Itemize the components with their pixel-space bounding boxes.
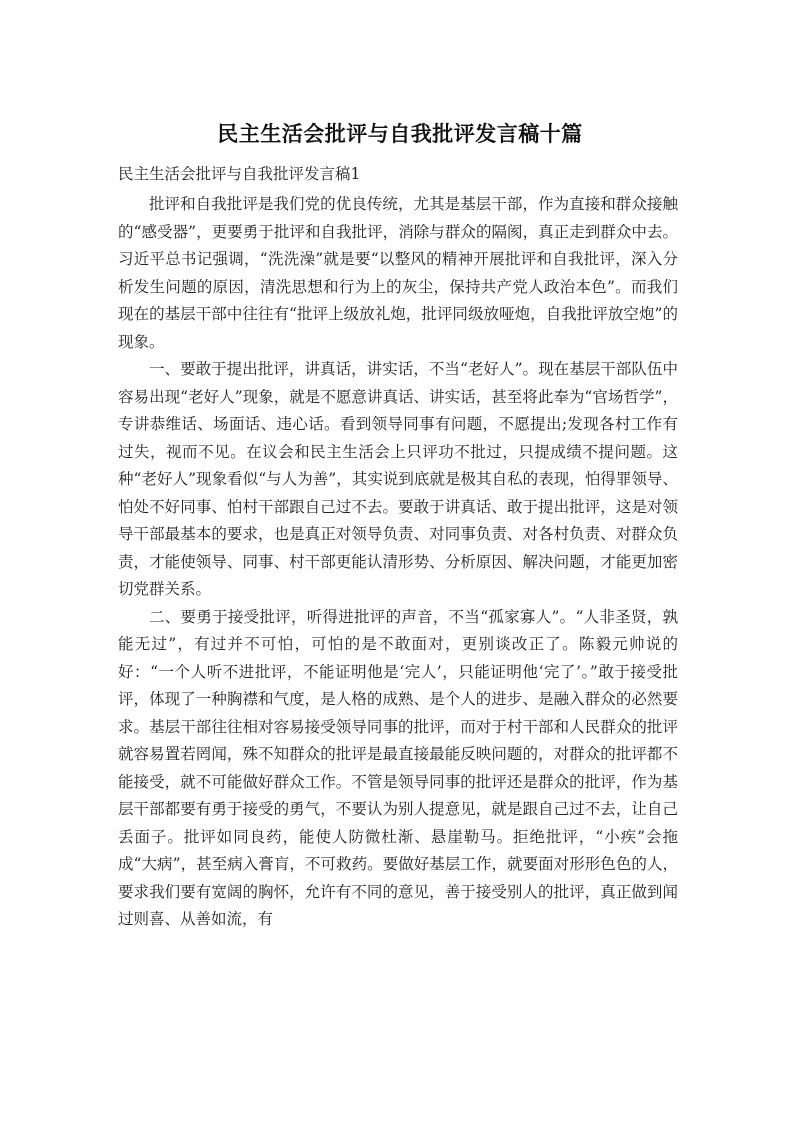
paragraph-intro: 批评和自我批评是我们党的优良传统，尤其是基层干部，作为直接和群众接触的“感受器”，更要勇于批评和自我批评，消除与群众的隔阂，真正走到群众中去。习近平总书记强调，“洗洗澡”就是要“以整风的精神开展批评和自我批评，深入分析发生问题的原因，清洗思想和行为上的灰尘，保持共产党人政治本色”。而我们现在的基层干部中往往有“批评上级放礼炮，批评同级放哑炮，自我批评放空炮”的现象。: [118, 195, 678, 351]
paragraph-point-two: 二、要勇于接受批评，听得进批评的声音，不当“孤家寡人”。“人非圣贤，孰能无过”，有过并不可怕，可怕的是不敢面对，更别谈改正了。陈毅元帅说的好：“一个人听不进批评，不能证明他是‘完人’，只能证明他‘完了’。”敢于接受批评，体现了一种胸襟和气度，是人格的成熟、是个人的进步、是融入群众的必然要求。基层干部往往相对容易接受领导同事的批评，而对于村干部和人民群众的批评就容易置若罔闻，殊不知群众的批评是最直接最能反映问题的，对群众的批评都不能接受，就不可能做好群众工作。不管是领导同事的批评还是群众的批评，作为基层干部都要有勇于接受的勇气，不要认为别人提意见，就是跟自己过不去，让自己丢面子。批评如同良药，能使人防微杜渐、悬崖勒马。拒绝批评，“小疾”会拖成“大病”，甚至病入膏肓，不可救药。要做好基层工作，就要面对形形色色的人，要求我们要有宽阔的胸怀，允许有不同的意见，善于接受别人的批评，真正做到闻过则喜、从善如流，有: [118, 607, 678, 928]
document-body: [118, 191, 678, 934]
paragraph-point-one: 一、要敢于提出批评，讲真话，讲实话，不当“老好人”。现在基层干部队伍中容易出现“老好人”现象，就是不愿意讲真话、讲实话，甚至将此奉为“官场哲学”，专讲恭维话、场面话、违心话。看到领导同事有问题，不愿提出;发现各村工作有过失，视而不见。在议会和民主生活会上只评功不批过，只提成绩不提问题。这种“老好人”现象看似“与人为善”，其实说到底就是极其自私的表现，怕得罪领导、怕处不好同事、怕村干部跟自己过不去。要敢于讲真话、敢于提出批评，这是对领导干部最基本的要求，也是真正对领导负责、对同事负责、对各村负责、对群众负责，才能使领导、同事、村干部更能认清形势、分析原因、解决问题，才能更加密切党群关系。: [118, 360, 678, 598]
section-subtitle: 民主生活会批评与自我批评发言稿1: [118, 165, 361, 183]
document-title: 民主生活会批评与自我批评发言稿十篇: [217, 122, 583, 146]
